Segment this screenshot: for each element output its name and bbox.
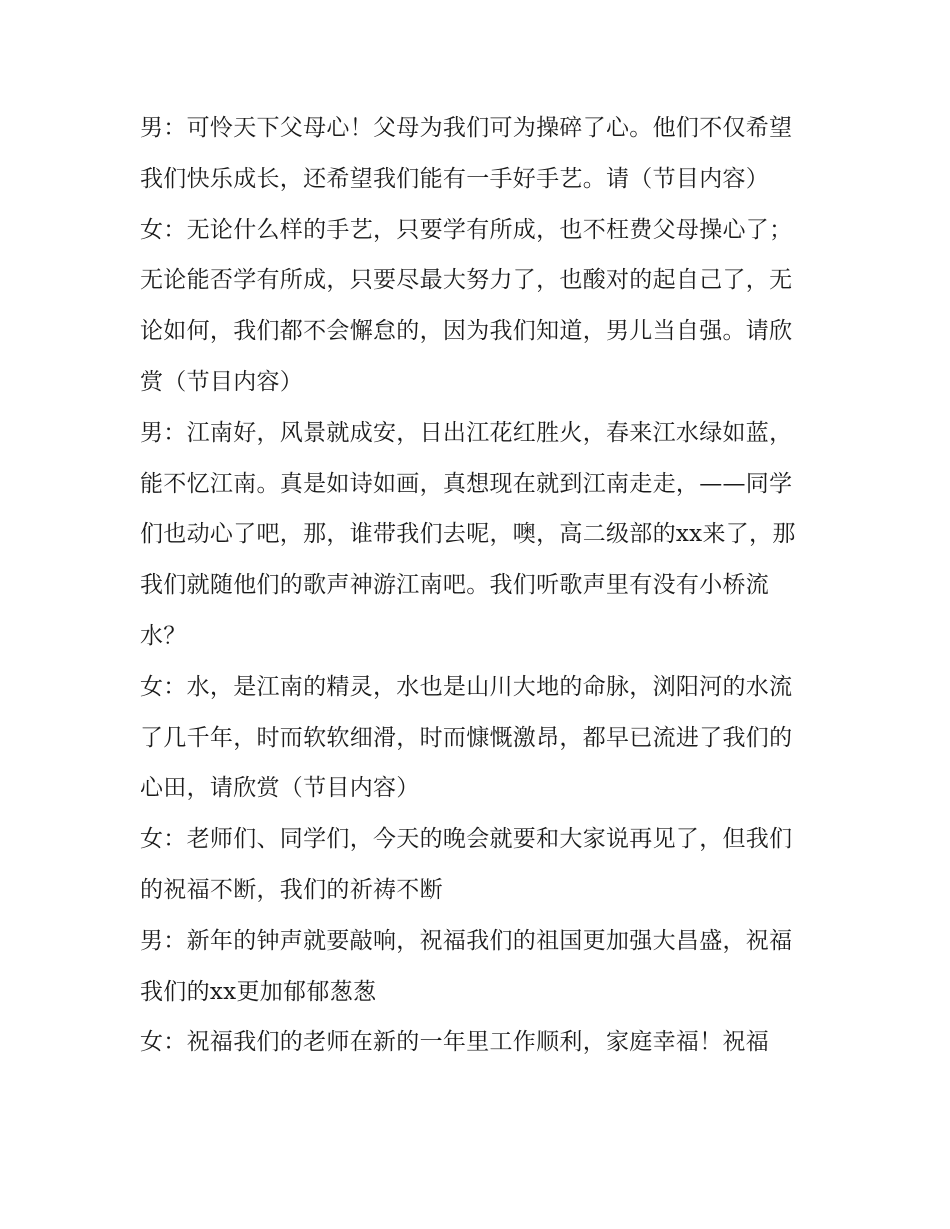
paragraph-female-blessing: 女：祝福我们的老师在新的一年里工作顺利，家庭幸福！祝福 bbox=[140, 1029, 770, 1056]
document-body bbox=[140, 103, 812, 1068]
paragraph-male-parents: 男：可怜天下父母心！父母为我们可为操碎了心。他们不仅希望我们快乐成长，还希望我们能有一手好手艺。请（节目内容） bbox=[140, 115, 793, 192]
paragraph-male-new-year: 男：新年的钟声就要敲响，祝福我们的祖国更加强大昌盛，祝福我们的xx更加郁郁葱葱 bbox=[140, 927, 793, 1005]
paragraph-female-water: 女：水，是江南的精灵，水也是山川大地的命脉，浏阳河的水流了几千年，时而软软细滑，时而慷慨激昂，都早已流进了我们的心田，请欣赏（节目内容） bbox=[140, 673, 793, 802]
paragraph-female-farewell: 女：老师们、同学们，今天的晚会就要和大家说再见了，但我们的祝福不断，我们的祈祷不断 bbox=[140, 826, 793, 903]
paragraph-male-jiangnan: 男：江南好，风景就成安，日出江花红胜火，春来江水绿如蓝，能不忆江南。真是如诗如画，真想现在就到江南走走，——同学们也动心了吧，那，谁带我们去呢，噢，高二级部的xx来了，那我们就随他们的歌声神游江南吧。我们听歌声里有没有小桥流水？ bbox=[140, 419, 796, 649]
paragraph-female-craft: 女：无论什么样的手艺，只要学有所成，也不枉费父母操心了；无论能否学有所成，只要尽最大努力了，也酸对的起自己了，无论如何，我们都不会懈怠的，因为我们知道，男儿当自强。请欣赏（节目内容） bbox=[140, 216, 793, 395]
